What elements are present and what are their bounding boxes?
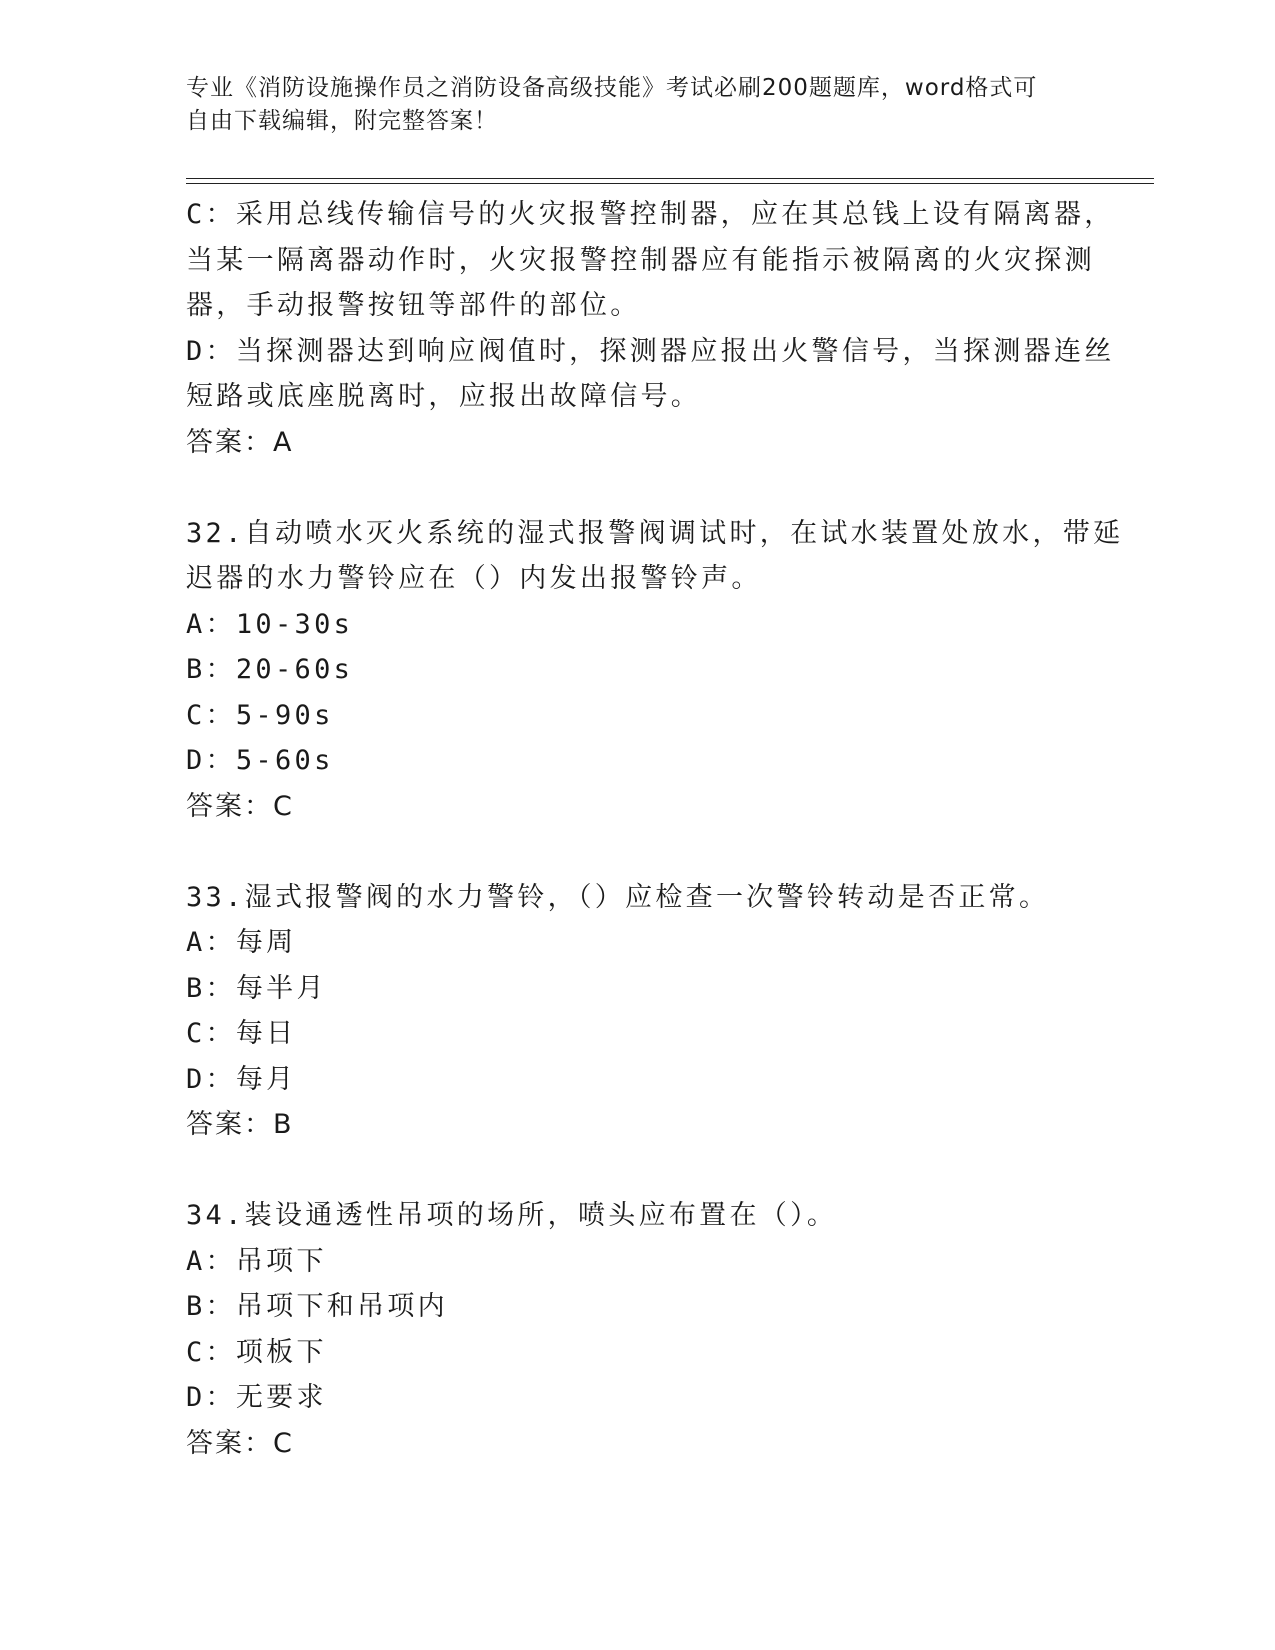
option-c-line-3: 器，手动报警按钮等部件的部位。: [186, 290, 641, 321]
answer-text: 答案：C: [186, 1427, 294, 1459]
option-b: B：吊项下和吊项内: [186, 1291, 448, 1322]
option-d: D：无要求: [186, 1382, 327, 1413]
header-divider-bottom: [186, 183, 1154, 184]
option-d-line-2: 短路或底座脱离时，应报出故障信号。: [186, 381, 702, 412]
question-34: [186, 1193, 1086, 1466]
question-stem-line: 33.湿式报警阀的水力警铃，（）应检查一次警铃转动是否正常。: [186, 881, 1050, 913]
question-stem-line: 迟器的水力警铃应在（）内发出报警铃声。: [186, 563, 762, 594]
question-31-continuation: [186, 192, 1115, 465]
option-a: A：吊项下: [186, 1245, 327, 1277]
question-stem-line: 32.自动喷水灭火系统的湿式报警阀调试时，在试水装置处放水，带延: [186, 517, 1124, 549]
option-c-line-2: 当某一隔离器动作时，火灾报警控制器应有能指示被隔离的火灾探测: [186, 244, 1095, 276]
header-title-line-1: 专业《消防设施操作员之消防设备高级技能》考试必刷200题题库，word格式可: [186, 75, 1038, 101]
option-b: B：每半月: [186, 972, 327, 1004]
spacer: [186, 465, 1086, 511]
question-32: [186, 511, 1124, 830]
answer-text: 答案：A: [186, 426, 294, 458]
option-d: D：5-60s: [186, 745, 334, 776]
option-a: A：10-30s: [186, 608, 354, 640]
option-c: C：项板下: [186, 1336, 327, 1368]
option-a: A：每周: [186, 927, 297, 958]
spacer: [186, 829, 1086, 875]
answer-text: 答案：B: [186, 1109, 294, 1140]
header-title-line-2: 自由下载编辑，附完整答案！: [186, 108, 498, 134]
option-d-line-1: D：当探测器达到响应阀值时，探测器应报出火警信号，当探测器连丝: [186, 335, 1115, 367]
question-stem-line: 34.装设通透性吊项的场所，喷头应布置在（）。: [186, 1200, 838, 1231]
spacer: [186, 1148, 1086, 1194]
option-c: C：5-90s: [186, 699, 334, 731]
option-c-line-1: C：采用总线传输信号的火灾报警控制器，应在其总钱上设有隔离器，: [186, 199, 1115, 230]
option-b: B：20-60s: [186, 654, 354, 685]
option-d: D：每月: [186, 1063, 297, 1095]
answer-text: 答案：C: [186, 790, 294, 822]
document-body: [186, 192, 1124, 1466]
question-33: [186, 875, 1086, 1148]
document-header: [186, 72, 1066, 138]
option-c: C：每日: [186, 1018, 297, 1049]
header-divider-top: [186, 178, 1154, 179]
